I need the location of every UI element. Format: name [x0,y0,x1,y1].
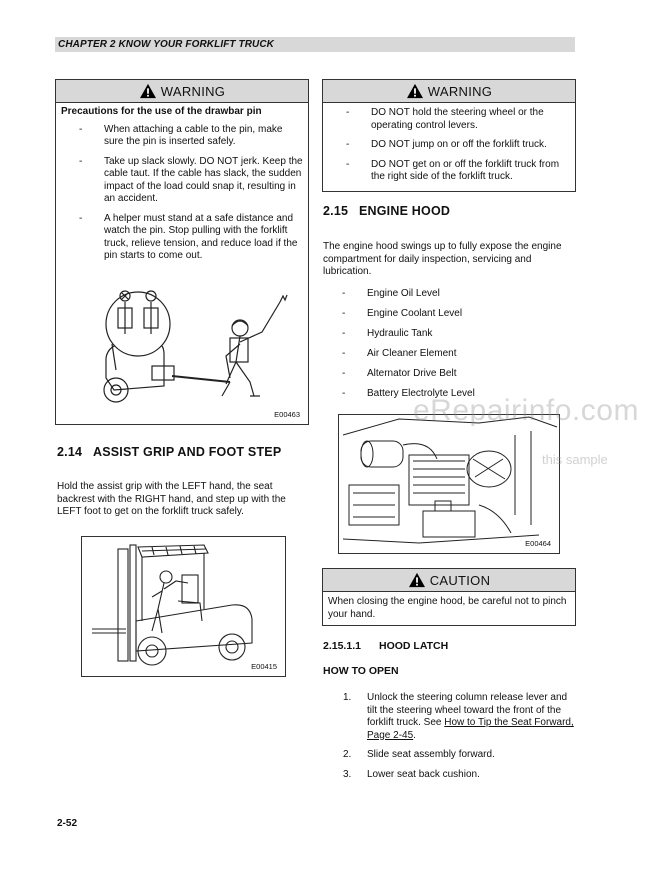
drawbar-pin-illustration [94,286,294,416]
list-item: - Engine Coolant Level [323,308,575,328]
warning-box-mounting [322,79,576,192]
warning-triangle-icon [406,83,424,99]
engine-illustration [339,415,560,554]
warning-triangle-icon [408,572,426,588]
caution-title: CAUTION [429,572,491,588]
list-item: - Alternator Drive Belt [323,368,575,388]
section-heading [323,204,450,218]
section-body: Hold the assist grip with the LEFT hand, the seat backrest with the RIGHT hand, and step up with the LEFT foot to get on the forklift truck safely. [57,481,286,517]
engine-compartment-figure [338,414,560,554]
step-number: 2. [343,749,352,760]
step-item [323,769,575,782]
list-item: - Engine Oil Level [323,288,575,308]
forklift-illustration [82,537,286,677]
list-item: - Battery Electrolyte Level [323,388,575,408]
step-text: Lower seat back cushion. [367,768,480,780]
warning-title: WARNING [160,83,226,99]
warning-triangle-icon [139,83,157,99]
page-number: 2-52 [57,818,78,829]
section-heading [57,445,281,459]
chapter-header: CHAPTER 2 KNOW YOUR FORKLIFT TRUCK [55,37,575,52]
step-number: 3. [343,768,352,780]
caution-header [323,569,575,592]
warning-title: WARNING [427,83,493,99]
step-text-end: . [413,729,416,741]
warning-item: - DO NOT jump on or off the forklift truck. [328,139,570,152]
warning-header [56,80,308,103]
caution-box [322,568,576,626]
subsection-heading [323,640,448,652]
warning-header [323,80,575,103]
cross-reference-link[interactable]: How to Tip the Seat Forward, Page 2-45 [367,717,574,741]
figure-id: E00415 [251,662,277,671]
step-item [323,692,575,742]
warning-subtitle: Precautions for the use of the drawbar pin [61,106,262,117]
watermark-subtext: this sample [542,452,608,467]
subsection-number: 2.15.1.1 [323,640,361,652]
section-body: The engine hood swings up to fully expose the engine compartment for daily inspection, servicing and lubrication. [323,241,562,277]
figure-id: E00463 [274,410,300,419]
list-item: - Hydraulic Tank [323,328,575,348]
warning-item: - DO NOT get on or off the forklift truck from the right side of the forklift truck. [328,159,570,184]
section-title: ASSIST GRIP AND FOOT STEP [93,445,282,459]
list-item: - Air Cleaner Element [323,348,575,368]
step-item [323,749,575,762]
figure-id: E00464 [525,539,551,548]
step-text: Slide seat assembly forward. [367,749,495,760]
watermark-text: eRepairinfo.com [413,394,639,427]
warning-item: - When attaching a cable to the pin, make sure the pin is inserted safely. [61,124,303,149]
step-text: Unlock the steering column release lever and tilt the steering wheel toward the front of the forklift truck. See [367,692,568,728]
inspection-list [323,288,575,408]
how-to-heading: HOW TO OPEN [323,665,399,677]
section-number: 2.14 [57,445,83,459]
assist-grip-figure [81,536,286,677]
subsection-title: HOOD LATCH [379,640,449,652]
warning-box-drawbar [55,79,309,425]
step-number: 1. [343,692,352,703]
warning-item: - DO NOT hold the steering wheel or the operating control levers. [328,107,570,132]
section-title: ENGINE HOOD [359,204,451,218]
section-number: 2.15 [323,204,349,218]
warning-item: - A helper must stand at a safe distance and watch the pin. Stop pulling with the forklift truck, relieve tension, and reduce load if the pin starts to come out. [61,213,303,263]
steps-list [323,692,575,788]
caution-body: When closing the engine hood, be careful not to pinch your hand. [328,596,567,620]
warning-item: - Take up slack slowly. DO NOT jerk. Keep the cable taut. If the cable has slack, the sudden impact of the load could snap it, resulting in an accident. [61,156,303,206]
